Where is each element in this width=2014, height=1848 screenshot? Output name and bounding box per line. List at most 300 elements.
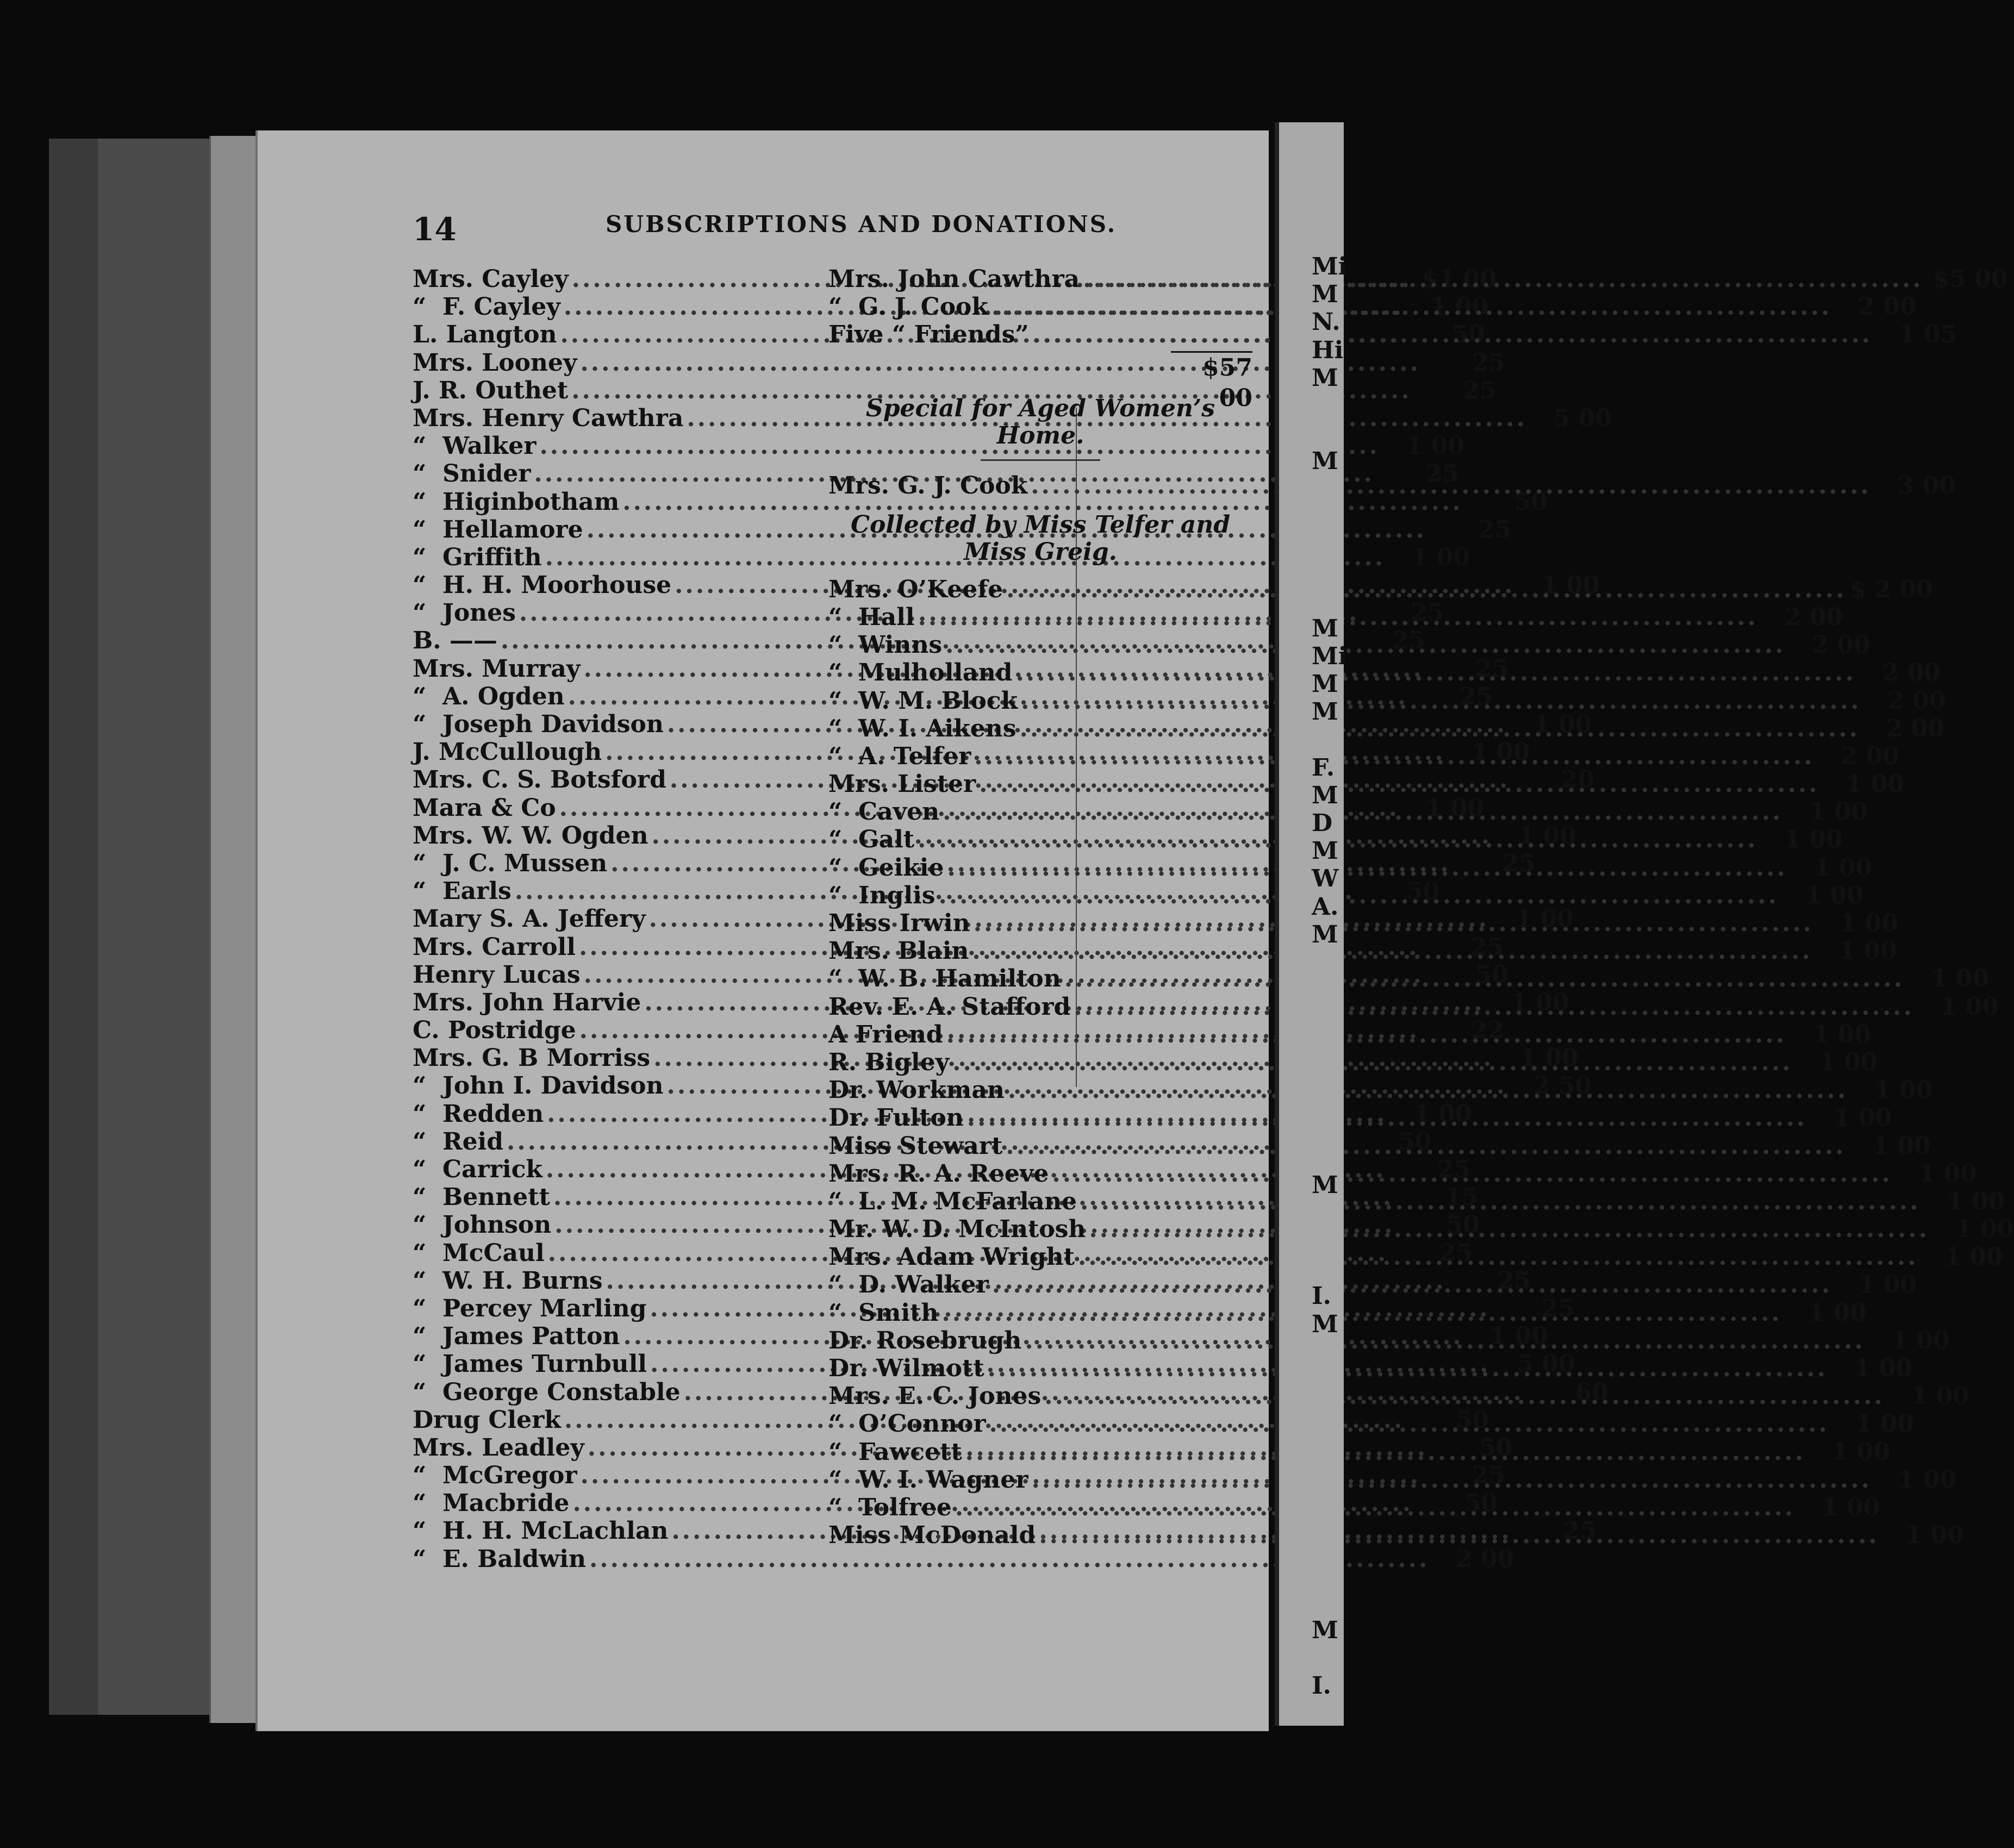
donor-name bbox=[413, 516, 583, 544]
donor-name bbox=[413, 1322, 620, 1350]
donor-name-text: Mrs. G. J. Cook bbox=[828, 471, 1028, 500]
amount: 1 00 bbox=[1905, 1521, 1964, 1550]
amount: 1 00 bbox=[1520, 1044, 1579, 1072]
donor-name-text: Mrs. E. C. Jones bbox=[828, 1382, 1042, 1410]
amount: 2 00 bbox=[1887, 686, 1946, 715]
donor-name-text: W. B. Hamilton bbox=[858, 965, 1061, 993]
donor-name bbox=[413, 571, 671, 599]
leader-dots bbox=[1074, 993, 1913, 1021]
donor-name bbox=[413, 850, 607, 877]
ditto-mark: “ bbox=[413, 682, 427, 710]
donor-name bbox=[413, 1128, 503, 1156]
ditto-mark: “ bbox=[828, 881, 843, 909]
amount: 25 bbox=[1541, 1294, 1575, 1322]
donor-name bbox=[828, 1021, 943, 1048]
donor-name-text: McCaul bbox=[442, 1239, 545, 1267]
donor-name-text: Miss Stewart bbox=[828, 1132, 1003, 1160]
donor-name-text: Mary S. A. Jeffery bbox=[413, 905, 646, 933]
amount: 25 bbox=[1470, 933, 1504, 961]
fragment-text: M bbox=[1312, 614, 1338, 642]
donor-name bbox=[828, 1438, 962, 1466]
ditto-mark: “ bbox=[413, 849, 427, 877]
amount: 1 00 bbox=[1855, 1410, 1914, 1438]
donor-name-text: H. H. Moorhouse bbox=[442, 571, 672, 600]
donor-name bbox=[828, 321, 1029, 348]
ditto-mark: “ bbox=[828, 603, 843, 631]
amount: 1 00 bbox=[1489, 1322, 1548, 1351]
leader-dots bbox=[1006, 576, 1846, 603]
leader-dots bbox=[946, 1021, 1786, 1048]
donor-name bbox=[413, 738, 602, 766]
donor-name-text: Drug Clerk bbox=[413, 1406, 561, 1434]
donor-name bbox=[413, 321, 557, 348]
donor-name bbox=[828, 965, 1061, 992]
donor-name-text: J. C. Mussen bbox=[442, 849, 608, 877]
amount: 50 bbox=[1475, 960, 1509, 989]
section-rule bbox=[981, 459, 1100, 461]
donor-name bbox=[413, 655, 580, 683]
list-item bbox=[828, 1326, 1950, 1354]
donor-name bbox=[413, 1406, 561, 1434]
donor-name-text: Winns bbox=[858, 631, 943, 659]
ditto-mark: “ bbox=[413, 488, 427, 516]
amount: 25 bbox=[1471, 348, 1505, 377]
ditto-mark: “ bbox=[413, 515, 427, 544]
donor-name bbox=[828, 937, 969, 965]
donor-name-text: H. H. McLachlan bbox=[442, 1517, 669, 1545]
leader-dots bbox=[1032, 321, 1872, 348]
amount: 1 00 bbox=[1541, 571, 1600, 600]
ditto-mark: “ bbox=[828, 1298, 843, 1327]
donor-name bbox=[413, 822, 649, 850]
donor-name-text: E. Baldwin bbox=[442, 1545, 586, 1573]
list-item bbox=[828, 1048, 1878, 1076]
donor-name-text: Dr. Workman bbox=[828, 1076, 1005, 1104]
amount: 1 00 bbox=[1891, 1326, 1950, 1354]
donor-name bbox=[413, 488, 619, 516]
ditto-mark: “ bbox=[828, 1493, 843, 1521]
amount: 25 bbox=[1437, 1156, 1471, 1183]
donor-name-text: Joseph Davidson bbox=[442, 710, 664, 738]
donor-name bbox=[828, 1410, 986, 1438]
donor-name-text: Inglis bbox=[858, 881, 936, 909]
amount: 2 00 bbox=[1841, 742, 1899, 770]
donor-name-text: Dr. Rosebrugh bbox=[828, 1326, 1022, 1354]
donor-name-text: Mrs. Carroll bbox=[413, 933, 576, 961]
donor-name bbox=[413, 1489, 569, 1517]
ditto-mark: “ bbox=[413, 1294, 427, 1322]
amount: 25 bbox=[1477, 515, 1512, 544]
donor-name-text: McGregor bbox=[442, 1462, 577, 1490]
donor-name bbox=[413, 961, 581, 989]
donor-name bbox=[413, 1350, 647, 1378]
donor-name bbox=[413, 1156, 543, 1183]
fragment-text: M bbox=[1312, 1616, 1338, 1644]
donor-name-text: R. Bigley bbox=[828, 1048, 950, 1076]
donor-name-text: Five “ Friends” bbox=[828, 321, 1029, 349]
donor-name-text: Mrs. Lister bbox=[828, 770, 976, 798]
amount: 1 00 bbox=[1518, 821, 1577, 850]
leader-dots bbox=[988, 1354, 1828, 1382]
donor-name bbox=[828, 603, 915, 631]
list-item bbox=[828, 1104, 1892, 1132]
amount: 1 05 bbox=[1898, 321, 1957, 349]
donor-name bbox=[413, 460, 531, 488]
ditto-mark: “ bbox=[413, 1462, 427, 1490]
ditto-mark: “ bbox=[413, 460, 427, 488]
donor-name bbox=[828, 854, 944, 882]
donor-name-text: Mr. W. D. McIntosh bbox=[828, 1215, 1086, 1244]
amount: 1 00 bbox=[1834, 1104, 1892, 1132]
amount: 25 bbox=[1459, 682, 1493, 710]
donor-name bbox=[828, 715, 1017, 742]
donor-name bbox=[828, 1076, 1005, 1104]
donor-name-text: Mrs. G. B Morriss bbox=[413, 1044, 651, 1072]
list-item bbox=[413, 1545, 1514, 1573]
amount: 2 00 bbox=[1882, 659, 1941, 687]
list-item bbox=[828, 826, 1843, 854]
donor-name-text: James Turnbull bbox=[442, 1350, 647, 1378]
donor-name-text: L. M. McFarlane bbox=[858, 1187, 1077, 1215]
donor-name-text: Rev. E. A. Stafford bbox=[828, 992, 1071, 1021]
donor-name bbox=[413, 989, 641, 1016]
donor-name-text: W. I. Aikens bbox=[858, 714, 1017, 742]
donor-name bbox=[413, 377, 568, 404]
donor-name bbox=[413, 1295, 646, 1322]
donor-name-text: Mrs. Blain bbox=[828, 937, 969, 965]
ditto-mark: “ bbox=[413, 432, 427, 460]
amount: 1 00 bbox=[1471, 738, 1530, 766]
donor-name bbox=[828, 826, 914, 853]
ditto-mark: “ bbox=[413, 1517, 427, 1545]
donor-name-text: Mrs. R. A. Reeve bbox=[828, 1159, 1049, 1188]
donor-name-text: Mrs. C. S. Botsford bbox=[413, 766, 666, 794]
leader-dots bbox=[952, 1048, 1792, 1076]
donor-name-text: Mrs. Cayley bbox=[413, 265, 569, 293]
amount: 50 bbox=[1446, 1211, 1480, 1239]
leader-dots bbox=[979, 770, 1819, 798]
amount: 20 bbox=[1561, 766, 1595, 794]
amount: 50 bbox=[1514, 488, 1548, 516]
amount: 22 bbox=[1470, 1016, 1505, 1045]
fragment-text: N. bbox=[1312, 308, 1340, 336]
donor-name bbox=[828, 1132, 1002, 1160]
amount: 1 00 bbox=[1812, 1020, 1872, 1048]
donor-name bbox=[828, 1354, 984, 1382]
donor-name bbox=[828, 631, 942, 659]
leader-dots bbox=[989, 1410, 1829, 1438]
leader-dots bbox=[943, 798, 1782, 826]
ditto-mark: “ bbox=[413, 1127, 427, 1156]
leader-dots bbox=[1078, 1243, 1918, 1271]
leader-dots bbox=[1031, 472, 1870, 500]
donor-name-text: W. M. Block bbox=[858, 686, 1018, 715]
donor-name bbox=[413, 1239, 545, 1267]
donor-name bbox=[413, 1378, 681, 1406]
amount: 25 bbox=[1497, 1266, 1531, 1295]
donor-name-text: Snider bbox=[442, 460, 531, 488]
donor-name bbox=[828, 687, 1018, 715]
donor-name bbox=[828, 1188, 1077, 1215]
ditto-mark: “ bbox=[828, 1438, 843, 1466]
running-head: SUBSCRIPTIONS AND DONATIONS. bbox=[606, 211, 1117, 238]
donor-name-text: B. —— bbox=[413, 627, 497, 655]
fragment-text: Mi bbox=[1312, 253, 1348, 280]
ditto-mark: “ bbox=[828, 293, 843, 321]
ditto-mark: “ bbox=[413, 1072, 427, 1100]
donor-name bbox=[828, 909, 970, 937]
donor-name-text: A. Ogden bbox=[442, 682, 565, 710]
donor-name bbox=[413, 1211, 551, 1239]
ditto-mark: “ bbox=[413, 1183, 427, 1212]
amount: 1 00 bbox=[1805, 881, 1864, 909]
donor-name-text: Mrs. John Harvie bbox=[413, 988, 641, 1016]
donor-name-text: A Friend bbox=[828, 1020, 943, 1048]
ditto-mark: “ bbox=[828, 686, 843, 715]
ditto-mark: “ bbox=[413, 1266, 427, 1295]
leader-dots bbox=[955, 1494, 1795, 1521]
donor-name bbox=[413, 1462, 577, 1489]
ditto-mark: “ bbox=[828, 1271, 843, 1299]
column-total: $57 00 bbox=[1171, 351, 1252, 383]
fragment-text: D bbox=[1312, 809, 1333, 837]
leader-dots bbox=[992, 1271, 1832, 1298]
list-item bbox=[828, 992, 1999, 1021]
amount: 50 bbox=[1406, 877, 1440, 906]
donor-name-text: Smith bbox=[858, 1298, 939, 1327]
donor-name-text: Hall bbox=[858, 603, 915, 631]
leader-dots bbox=[1044, 1382, 1884, 1410]
donor-name-text: Mrs. Adam Wright bbox=[828, 1243, 1075, 1271]
leader-dots bbox=[1006, 1132, 1845, 1160]
amount: 1 00 bbox=[1931, 965, 1990, 993]
amount: 1 00 bbox=[1859, 1271, 1917, 1299]
donor-name bbox=[828, 472, 1027, 500]
ditto-mark: “ bbox=[413, 293, 427, 321]
fragment-text: M bbox=[1312, 1310, 1338, 1338]
leader-dots bbox=[1080, 1188, 1920, 1215]
heading-collected bbox=[828, 511, 1252, 566]
donor-name-text: J. R. Outhet bbox=[413, 376, 569, 404]
leader-dots bbox=[974, 742, 1814, 770]
donor-name-text: Galt bbox=[858, 826, 915, 854]
list-item bbox=[413, 488, 1548, 516]
leader-dots bbox=[1089, 1215, 1929, 1243]
donor-name-text: Macbride bbox=[442, 1489, 570, 1518]
donor-name-text: Mrs. John Cawthra bbox=[828, 265, 1080, 293]
fragment-text: M bbox=[1312, 364, 1338, 392]
leader-dots bbox=[1052, 1160, 1892, 1188]
amount: 2 50 bbox=[1533, 1072, 1592, 1100]
fragment-text: M bbox=[1312, 280, 1338, 309]
donor-name-text: Mrs. Henry Cawthra bbox=[413, 404, 684, 432]
donor-name bbox=[413, 544, 542, 571]
fragment-text: M bbox=[1312, 447, 1338, 476]
donor-name bbox=[413, 794, 556, 822]
leader-dots bbox=[1025, 1327, 1865, 1354]
donor-name bbox=[828, 1466, 1028, 1494]
leader-dots bbox=[1020, 715, 1860, 742]
fragment-text: F. bbox=[1312, 753, 1335, 782]
leader-dots bbox=[939, 882, 1779, 909]
amount: 2 00 bbox=[1812, 631, 1870, 659]
donor-name-text: Miss Irwin bbox=[828, 909, 970, 937]
fragment-text: M bbox=[1312, 920, 1338, 948]
amount: 50 bbox=[1464, 1489, 1498, 1518]
amount: 1 00 bbox=[1819, 1048, 1878, 1076]
donor-name bbox=[828, 1215, 1086, 1243]
amount: 1 00 bbox=[1840, 909, 1899, 937]
amount: 1 00 bbox=[1845, 770, 1904, 798]
ditto-mark: “ bbox=[828, 1465, 843, 1494]
amount: 25 bbox=[1475, 654, 1508, 683]
donor-name-text: James Patton bbox=[442, 1322, 620, 1351]
amount: 1 00 bbox=[1898, 1465, 1956, 1494]
donor-name bbox=[413, 1183, 550, 1211]
amount: 15 bbox=[1445, 1183, 1479, 1212]
amount: 1 00 bbox=[1533, 710, 1592, 738]
donor-name bbox=[828, 1048, 949, 1076]
donor-name bbox=[828, 265, 1080, 293]
amount: 1 00 bbox=[1809, 798, 1868, 826]
amount: 1 00 bbox=[1918, 1159, 1977, 1188]
donor-name bbox=[413, 1072, 664, 1100]
amount: 1 00 bbox=[1784, 826, 1843, 854]
donor-name bbox=[828, 1104, 964, 1132]
donor-name bbox=[413, 766, 666, 794]
donor-name-text: Mrs. Leadley bbox=[413, 1433, 584, 1462]
amount: 1 00 bbox=[1425, 794, 1485, 822]
amount: 1 00 bbox=[1947, 1187, 2005, 1215]
leader-dots bbox=[941, 1299, 1781, 1327]
donor-name bbox=[413, 432, 536, 460]
amount: $5 00 bbox=[1932, 265, 2008, 293]
fragment-text: M bbox=[1312, 781, 1338, 809]
donor-name-text: Percey Marling bbox=[442, 1294, 647, 1322]
fragment-text: I. bbox=[1312, 1672, 1331, 1700]
donor-name bbox=[413, 265, 569, 293]
ditto-mark: “ bbox=[413, 1322, 427, 1351]
leader-dots bbox=[1015, 659, 1855, 686]
donor-name bbox=[828, 1243, 1075, 1271]
donor-name bbox=[413, 1016, 576, 1044]
amount: 25 bbox=[1471, 1462, 1506, 1490]
ditto-mark: “ bbox=[413, 571, 427, 600]
donor-name-text: L. Langton bbox=[413, 321, 557, 349]
amount: 1 00 bbox=[1511, 988, 1569, 1016]
donor-name-text: Mrs. Looney bbox=[413, 348, 577, 377]
donor-name bbox=[828, 576, 1003, 603]
amount: 50 bbox=[1456, 1406, 1489, 1434]
amount: 1 00 bbox=[1838, 937, 1897, 965]
donor-name bbox=[828, 293, 988, 321]
donor-name-text: O’Connor bbox=[858, 1410, 986, 1438]
book-page bbox=[255, 130, 2014, 1731]
donor-name bbox=[413, 905, 646, 933]
ditto-mark: “ bbox=[828, 1187, 843, 1215]
amount: 1 00 bbox=[1854, 1354, 1913, 1382]
donor-name-text: F. Cayley bbox=[442, 293, 560, 321]
ditto-mark: “ bbox=[413, 1239, 427, 1267]
ditto-mark: “ bbox=[413, 1100, 427, 1128]
donor-name-text: C. Postridge bbox=[413, 1016, 576, 1045]
amount: 1 00 bbox=[1413, 1100, 1472, 1128]
amount: $1 00 bbox=[1421, 265, 1497, 293]
donor-name bbox=[828, 993, 1070, 1021]
fragment-text: A. bbox=[1312, 892, 1339, 921]
amount: 2 00 bbox=[1784, 603, 1843, 631]
donor-name bbox=[413, 877, 512, 905]
amount: 1 00 bbox=[1813, 853, 1872, 882]
ditto-mark: “ bbox=[413, 543, 427, 571]
amount: 1 00 bbox=[1940, 992, 1999, 1021]
leader-dots bbox=[965, 1438, 1805, 1466]
donor-name-text: Walker bbox=[442, 432, 537, 460]
donor-name bbox=[828, 1327, 1021, 1354]
leader-dots bbox=[1008, 1076, 1848, 1104]
donor-name bbox=[413, 627, 497, 654]
donor-name-text: W. H. Burns bbox=[442, 1266, 603, 1295]
amount: 1 00 bbox=[1406, 432, 1464, 460]
amount: 25 bbox=[1439, 1239, 1473, 1267]
leader-dots bbox=[1039, 1521, 1879, 1549]
heading-collected-line2: Miss Greig. bbox=[964, 538, 1117, 566]
donor-name bbox=[413, 599, 516, 627]
donor-name bbox=[413, 1267, 603, 1295]
ditto-mark: “ bbox=[413, 1156, 427, 1183]
donor-name bbox=[828, 798, 939, 826]
amount: 1 00 bbox=[1874, 1076, 1933, 1104]
donor-name-text: Hellamore bbox=[442, 515, 583, 544]
list-item bbox=[413, 376, 1497, 404]
donor-name bbox=[413, 1044, 650, 1072]
donor-name-text: Mrs. Murray bbox=[413, 654, 581, 683]
donor-name bbox=[828, 1299, 938, 1327]
donor-name bbox=[413, 1517, 668, 1545]
donor-name bbox=[828, 1160, 1049, 1188]
amount: 25 bbox=[1425, 460, 1459, 488]
list-item bbox=[413, 432, 1464, 460]
leader-dots bbox=[967, 1104, 1807, 1132]
amount: 25 bbox=[1392, 627, 1426, 655]
donor-name-text: Tolfree bbox=[858, 1493, 952, 1521]
ditto-mark: “ bbox=[413, 1350, 427, 1378]
donor-name-text: John I. Davidson bbox=[442, 1072, 664, 1100]
donor-name-text: Griffith bbox=[442, 543, 542, 571]
ditto-mark: “ bbox=[413, 599, 427, 627]
adjacent-page bbox=[1275, 122, 1348, 1726]
donor-name bbox=[828, 1271, 989, 1298]
list-item bbox=[828, 909, 1899, 937]
book-cover-edge bbox=[98, 139, 228, 1715]
amount: 1 00 bbox=[1411, 543, 1470, 571]
amount: 1 00 bbox=[1911, 1382, 1969, 1410]
donor-name bbox=[413, 404, 683, 432]
fragment-text: Mi bbox=[1312, 642, 1348, 670]
donor-name-text: Dr. Wilmott bbox=[828, 1354, 984, 1382]
amount: 25 bbox=[1411, 599, 1444, 627]
donor-name-text: George Constable bbox=[442, 1378, 681, 1406]
donor-name bbox=[413, 710, 664, 738]
amount: 3 00 bbox=[1897, 471, 1956, 500]
donor-name bbox=[828, 770, 976, 798]
donor-name bbox=[828, 659, 1012, 686]
leader-dots bbox=[1064, 965, 1904, 992]
donor-name-text: Miss McDonald bbox=[828, 1521, 1036, 1550]
donor-name-text: Jones bbox=[442, 599, 516, 627]
amount: 1 00 bbox=[1515, 905, 1574, 933]
ditto-mark: “ bbox=[828, 1410, 843, 1438]
